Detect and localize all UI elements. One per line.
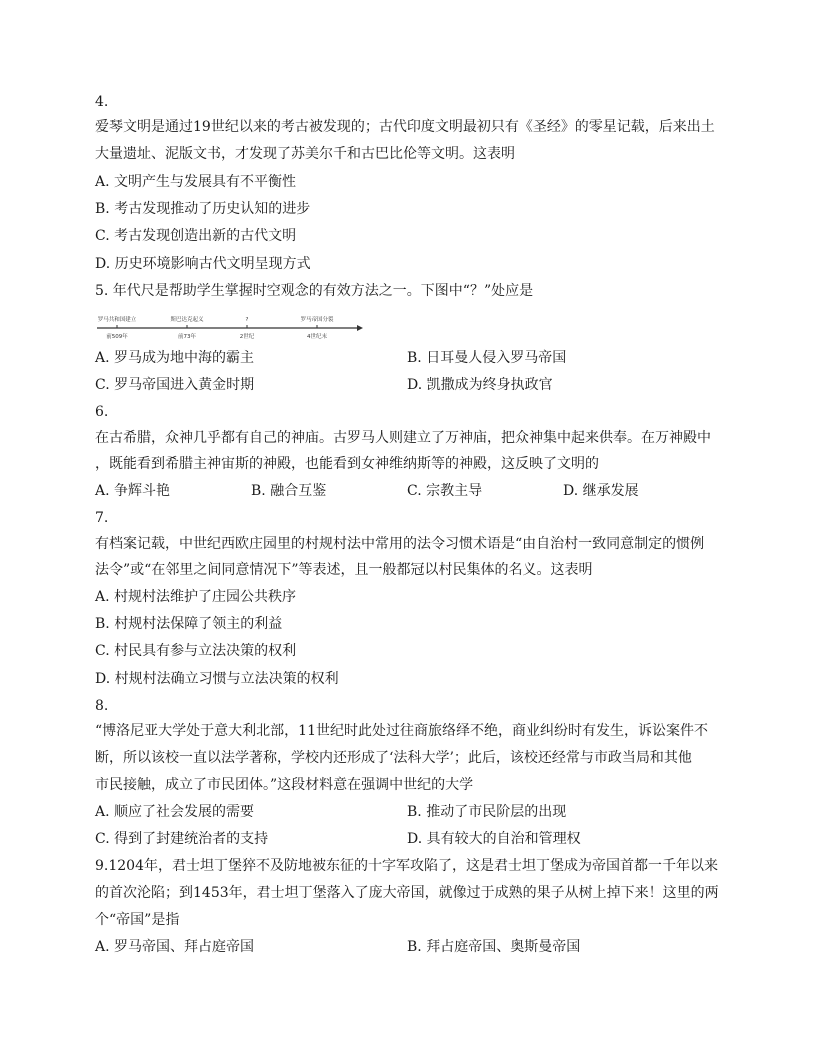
q7-number: 7.: [95, 510, 109, 526]
q6-options-row: [95, 481, 719, 501]
q4-stem-line-2: 大量遗址、泥版文书，才发现了苏美尔千和古巴比伦等文明。这表明: [95, 146, 515, 162]
q7-stem-line-1: 有档案记载，中世纪西欧庄园里的村规村法中常用的法令习惯术语是“由自治村一致同意制定的惯例: [95, 536, 705, 552]
timeline-top-label-2: 斯巴达克起义: [170, 317, 204, 323]
q9-option-a: A. 罗马帝国、拜占庭帝国: [95, 939, 255, 955]
q6-option-b: B. 融合互鉴: [251, 483, 327, 499]
q8-options-row-1: [95, 802, 719, 822]
q6-number: 6.: [95, 404, 109, 420]
q8-option-c: C. 得到了封建统治者的支持: [95, 831, 269, 847]
timeline-top-label-4: 罗马帝国分裂: [300, 317, 334, 323]
q9-stem-line-2: 的首次沦陷；到1453年，君士坦丁堡落入了庞大帝国，就像过于成熟的果子从树上掉下来！这里的两: [95, 885, 719, 901]
q9-stem-line-1: 9.1204年，君士坦丁堡猝不及防地被东征的十字军攻陷了，这是君士坦丁堡成为帝国首都一千年以来: [95, 858, 718, 874]
q4-stem-line-1: 爱琴文明是通过19世纪以来的考古被发现的；古代印度文明最初只有《圣经》的零星记载，后来出土: [95, 119, 715, 135]
q5-options-row-2: [95, 375, 719, 395]
timeline-top-label-3: ?: [245, 317, 249, 323]
q4-option-a: A. 文明产生与发展具有不平衡性: [95, 174, 297, 190]
q8-stem-line-3: 市民接触，成立了市民团体。”这段材料意在强调中世纪的大学: [95, 777, 474, 793]
q4-option-c: C. 考古发现创造出新的古代文明: [95, 228, 297, 244]
q7-option-b: B. 村规村法保障了领主的利益: [95, 616, 283, 632]
q9-stem-line-3: 个“帝国”是指: [95, 912, 180, 928]
q5-options-row-1: [95, 348, 719, 368]
q8-options-row-2: [95, 829, 719, 849]
q5-timeline-figure: [95, 314, 365, 344]
timeline-top-label-1: 罗马共和国建立: [97, 317, 137, 323]
timeline-bottom-label-3: 2世纪: [239, 334, 255, 340]
q8-number: 8.: [95, 698, 109, 714]
timeline-svg: [95, 314, 365, 344]
q7-option-a: A. 村规村法维护了庄园公共秩序: [95, 589, 297, 605]
timeline-bottom-label-1: 前509年: [106, 334, 128, 340]
q9-options-row-1: [95, 937, 719, 957]
q5-stem: 5. 年代尺是帮助学生掌握时空观念的有效方法之一。下图中“？”处应是: [95, 283, 534, 299]
q6-option-a: A. 争辉斗艳: [95, 483, 171, 499]
q8-stem-line-1: “博洛尼亚大学处于意大利北部，11世纪时此处过往商旅络绎不绝，商业纠纷时有发生，诉讼案件不: [95, 723, 708, 739]
q8-option-b: B. 推动了市民阶层的出现: [407, 804, 567, 820]
q6-stem-line-2: ，既能看到希腊主神宙斯的神殿，也能看到女神维纳斯等的神殿，这反映了文明的: [95, 456, 599, 472]
q5-option-b: B. 日耳曼人侵入罗马帝国: [407, 350, 567, 366]
q4-option-b: B. 考古发现推动了历史认知的进步: [95, 201, 311, 217]
q8-option-a: A. 顺应了社会发展的需要: [95, 804, 255, 820]
q4-option-d: D. 历史环境影响古代文明呈现方式: [95, 256, 311, 272]
q5-option-a: A. 罗马成为地中海的霸主: [95, 350, 255, 366]
q8-option-d: D. 具有较大的自治和管理权: [407, 831, 581, 847]
q9-option-b: B. 拜占庭帝国、奥斯曼帝国: [407, 939, 581, 955]
q4-number: 4.: [95, 94, 109, 110]
q7-option-c: C. 村民具有参与立法决策的权利: [95, 643, 297, 659]
q8-stem-line-2: 断，所以该校一直以法学著称，学校内还形成了‘法科大学’；此后，该校还经常与市政当局和其他: [95, 750, 692, 766]
q7-stem-line-2: 法令”或“在邻里之间同意情况下”等表述，且一般都冠以村民集体的名义。这表明: [95, 562, 593, 578]
q6-option-c: C. 宗教主导: [407, 483, 483, 499]
timeline-bottom-label-2: 前73年: [178, 334, 196, 340]
q6-option-d: D. 继承发展: [563, 483, 639, 499]
timeline-bottom-label-4: 4世纪末: [307, 334, 327, 340]
q5-option-c: C. 罗马帝国进入黄金时期: [95, 377, 255, 393]
q7-option-d: D. 村规村法确立习惯与立法决策的权利: [95, 671, 339, 687]
q6-stem-line-1: 在古希腊，众神几乎都有自己的神庙。古罗马人则建立了万神庙，把众神集中起来供奉。在万神殿中: [95, 430, 711, 446]
timeline-arrow-icon: [357, 325, 363, 331]
q5-option-d: D. 凯撒成为终身执政官: [407, 377, 553, 393]
